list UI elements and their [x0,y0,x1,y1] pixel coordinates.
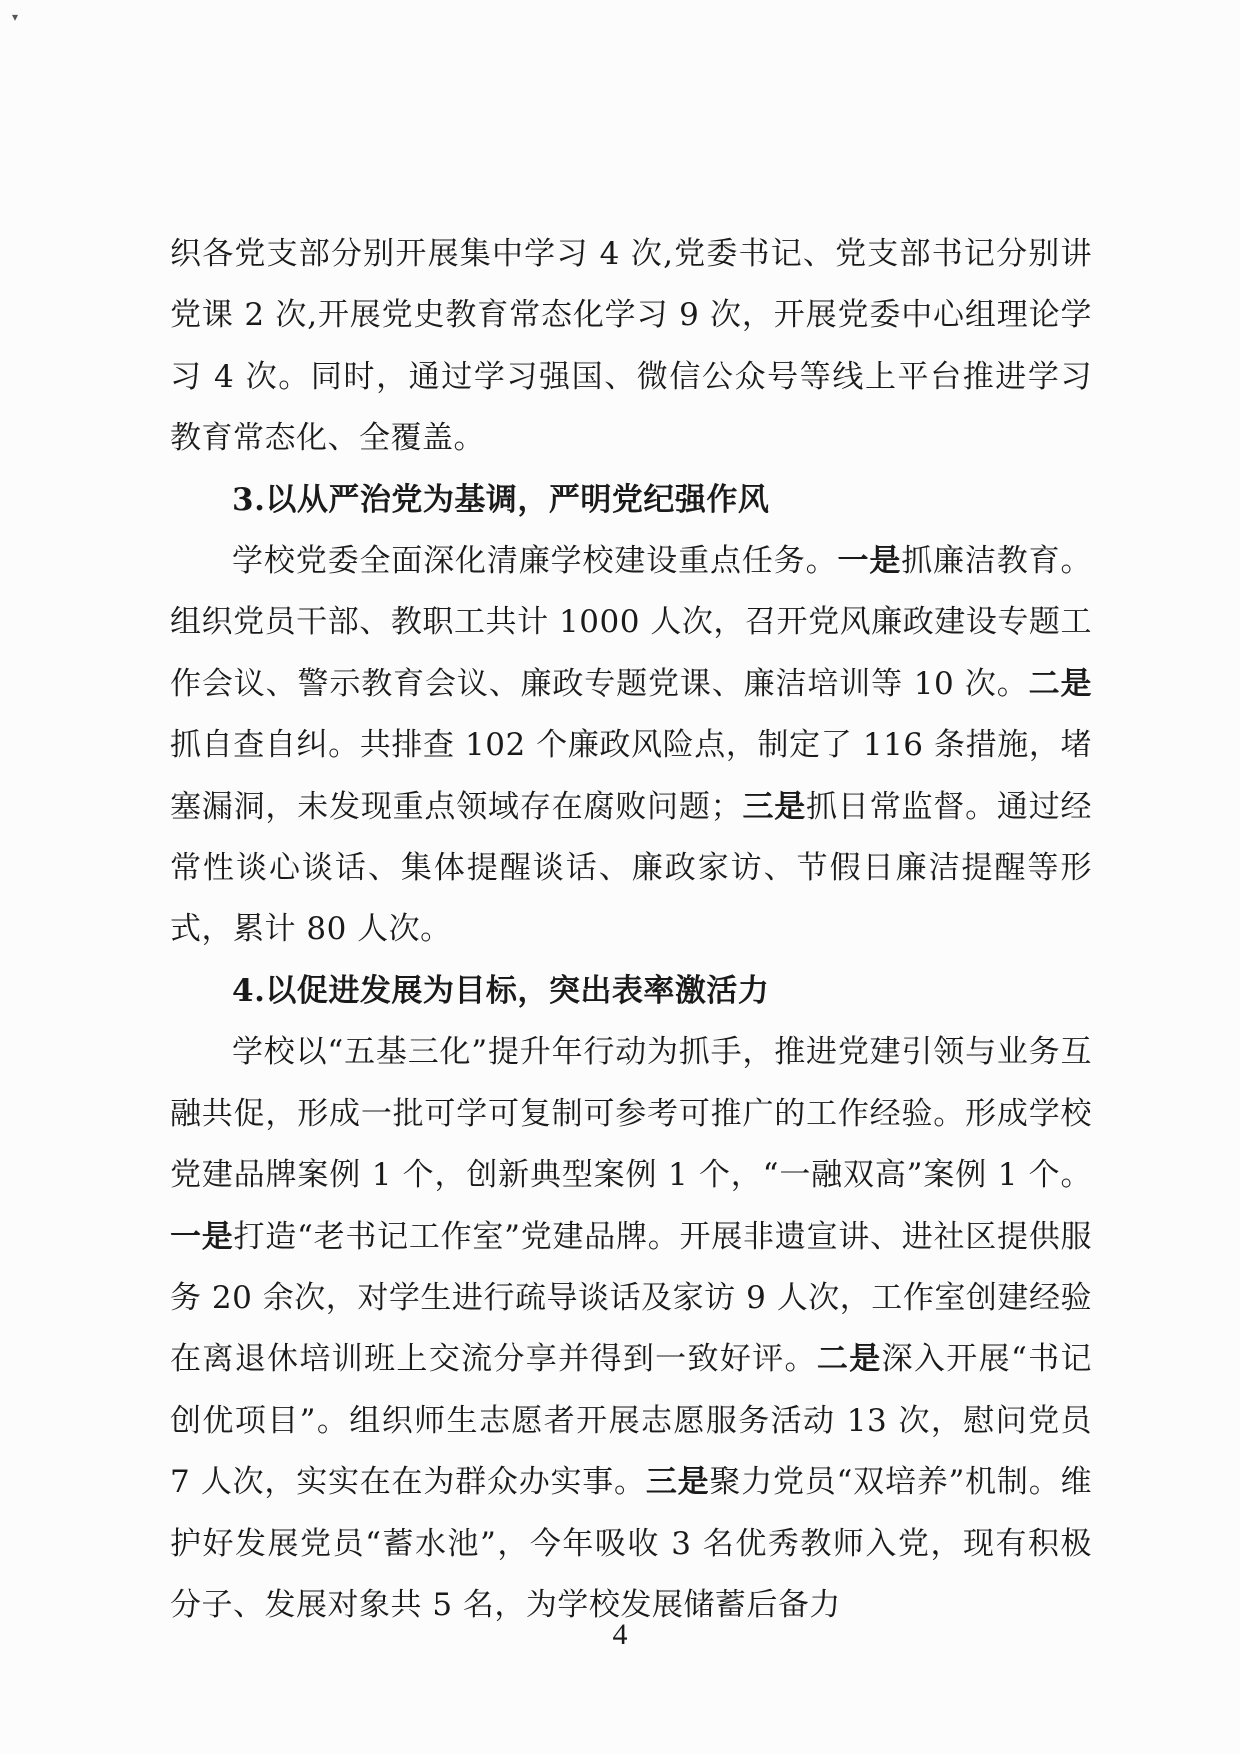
emphasis-text: 3.以从严治党为基调，严明党纪强作风 [232,481,770,518]
paragraph-text: 抓廉洁教育。组织党员干部、教职工共计 1000 人次，召开党风廉政建设专题工作会议、警示教育会议、廉政专题党课、廉洁培训等 10 次。 [170,543,1093,702]
section-heading [170,470,1092,531]
body-paragraph [170,224,1092,470]
paragraph-text: 打造“老书记工作室”党建品牌。开展非遗宣讲、进社区提供服务 20 余次，对学生进行疏导谈话及家访 9 人次，工作室创建经验在离退休培训班上交流分享并得到一致好评。 [170,1218,1093,1378]
emphasis-text: 三是 [645,1464,710,1501]
emphasis-text: 一是 [837,543,902,580]
paragraph-text: 抓自查自纠。共排查 102 个廉政风险点，制定了 116 条措施，堵塞漏洞，未发现重点领域存在腐败问题； [170,727,1092,825]
emphasis-text: 4.以促进发展为目标，突出表率激活力 [232,972,770,1009]
paragraph-text: 学校党委全面深化清廉学校建设重点任务。 [232,543,838,580]
emphasis-text: 二是 [1028,665,1093,702]
emphasis-text: 一是 [170,1218,234,1255]
paragraph-text: 织各党支部分别开展集中学习 4 次,党委书记、党支部书记分别讲党课 2 次,开展党史教育常态化学习 9 次，开展党委中心组理论学习 4 次。同时，通过学习强国、微信公众号等线上平台推进学习教育常态化、全覆盖。 [170,236,1092,457]
paragraph-text: 聚力党员“双培养”机制。维护好发展党员“蓄水池”，今年吸收 3 名优秀教师入党，现有积极分子、发展对象共 5 名，为学校发展储蓄后备力 [170,1464,1093,1623]
emphasis-text: 二是 [816,1341,882,1378]
page-number: 4 [612,1618,628,1651]
emphasis-text: 三是 [742,788,807,825]
section-heading [170,961,1092,1022]
paragraph-text: 深入开展“书记创优项目”。组织师生志愿者开展志愿服务活动 13 次，慰问党员 7 人次，实实在在为群众办实事。 [170,1341,1093,1501]
paragraph-text: 抓日常监督。通过经常性谈心谈话、集体提醒谈话、廉政家访、节假日廉洁提醒等形式，累计 80 人次。 [170,788,1093,948]
document-body [170,224,1092,1636]
paragraph-text: 学校以“五基三化”提升年行动为抓手，推进党建引领与业务互融共促，形成一批可学可复制可参考可推广的工作经验。形成学校党建品牌案例 1 个，创新典型案例 1 个，“一融双高”案例 1 个。 [170,1034,1092,1194]
body-paragraph [170,1022,1092,1636]
corner-mark: ▾ [12,10,19,24]
body-paragraph [170,531,1092,961]
